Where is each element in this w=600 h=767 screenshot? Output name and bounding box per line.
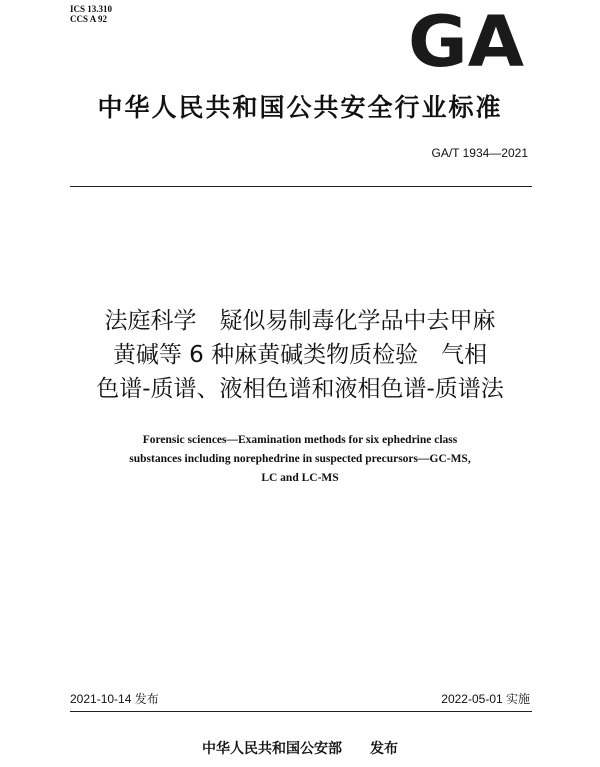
ccs-code: CCS A 92: [70, 14, 108, 24]
top-divider: [70, 186, 532, 187]
org-title: 中华人民共和国公共安全行业标准: [97, 93, 503, 122]
english-title-line: LC and LC-MS: [261, 472, 339, 484]
implementation-date: 2022-05-01 实施: [441, 692, 530, 706]
english-title: [0, 431, 600, 488]
issuing-authority: 中华人民共和国公安部 发布: [202, 741, 398, 757]
ga-logo: [406, 10, 526, 70]
ga-logo-text: GA: [408, 10, 524, 70]
chinese-title: [0, 304, 600, 406]
standard-number: GA/T 1934—2021: [431, 146, 528, 160]
issue-date: 2021-10-14 发布: [70, 692, 159, 706]
chinese-title-line: 黄碱等 6 种麻黄碱类物质检验 气相: [112, 342, 488, 368]
bottom-divider: [70, 711, 532, 712]
english-title-line: Forensic sciences—Examination methods for six ephedrine class: [142, 434, 458, 446]
classification-codes: [70, 4, 112, 24]
ics-code: ICS 13.310: [70, 4, 113, 14]
chinese-title-line: 色谱-质谱、液相色谱和液相色谱-质谱法: [96, 376, 504, 402]
english-title-line: substances including norephedrine in suspected precursors—GC-MS,: [129, 453, 471, 465]
chinese-title-line: 法庭科学 疑似易制毒化学品中去甲麻: [104, 308, 496, 334]
